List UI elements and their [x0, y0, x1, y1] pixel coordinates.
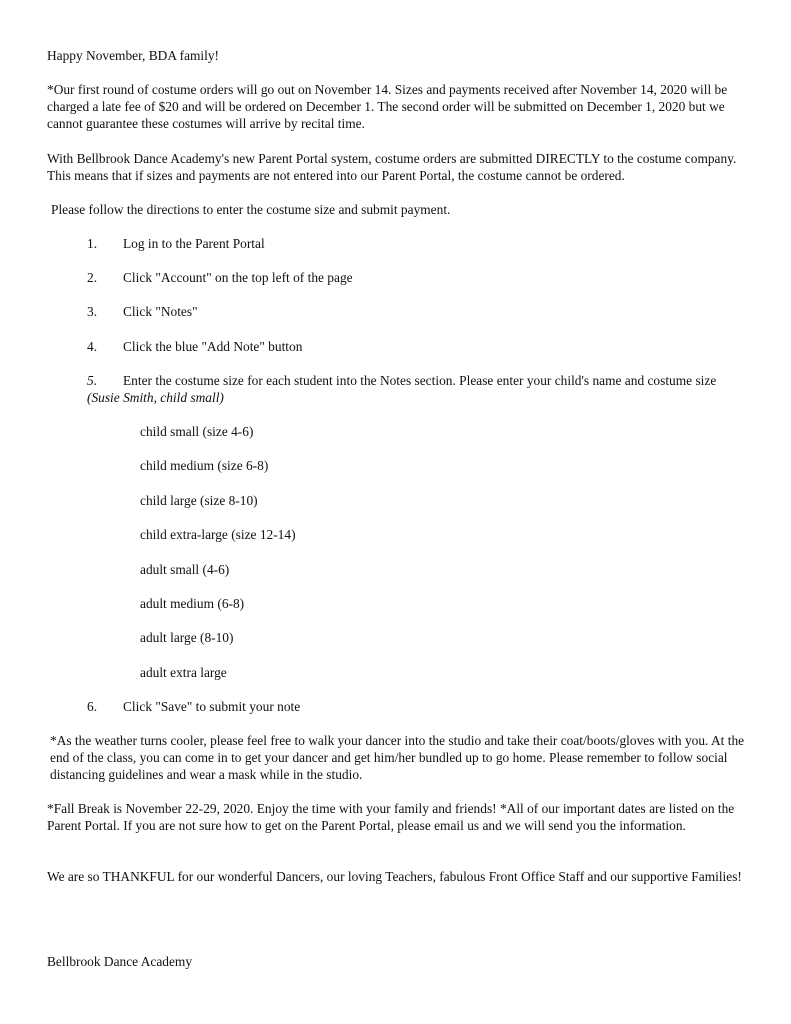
step-example: (Susie Smith, child small)	[87, 390, 224, 405]
thanks-paragraph: We are so THANKFUL for our wonderful Dancers, our loving Teachers, fabulous Front Office Staff and our supportive Families!	[47, 869, 742, 884]
directions-intro: Please follow the directions to enter the costume size and submit payment.	[51, 202, 451, 217]
parent-portal-paragraph: With Bellbrook Dance Academy's new Parent Portal system, costume orders are submitted DIRECTLY to the costume company. This means that if sizes and payments are not entered into our Parent Portal, the costume cannot be ordered.	[47, 151, 737, 183]
step-number: 6.	[87, 699, 98, 714]
step-text: Click "Account" on the top left of the page	[123, 270, 353, 285]
step-number: 1.	[87, 236, 98, 251]
greeting: Happy November, BDA family!	[47, 48, 220, 63]
step-1	[87, 235, 737, 252]
signature: Bellbrook Dance Academy	[47, 954, 193, 969]
size-option: child large (size 8-10)	[140, 493, 258, 508]
step-text: Click the blue "Add Note" button	[123, 339, 303, 354]
size-option: child medium (size 6-8)	[140, 458, 269, 473]
step-4	[87, 338, 737, 355]
size-option: adult extra large	[140, 665, 227, 680]
step-number: 5.	[87, 373, 98, 388]
size-option: adult medium (6-8)	[140, 596, 245, 611]
step-2	[87, 269, 737, 286]
step-6	[87, 698, 737, 715]
step-3	[87, 303, 737, 320]
costume-deadline-paragraph: *Our first round of costume orders will go out on November 14. Sizes and payments received after November 14, 2020 will be charged a late fee of $20 and will be ordered on December 1. The second order will be submitted on December 1, 2020 but we cannot guarantee these costumes will arrive by recital time.	[47, 82, 728, 131]
step-number: 3.	[87, 304, 98, 319]
step-number: 2.	[87, 270, 98, 285]
weather-paragraph: *As the weather turns cooler, please feel free to walk your dancer into the studio and take their coat/boots/gloves with you. At the end of the class, you can come in to get your dancer and get him/her bundled up to go home. Please remember to follow social distancing guidelines and wear a mask while in the studio.	[50, 733, 745, 782]
step-text: Enter the costume size for each student into the Notes section. Please enter your child's name and costume size	[123, 373, 717, 388]
size-option: adult large (8-10)	[140, 630, 234, 645]
size-option: child extra-large (size 12-14)	[140, 527, 296, 542]
step-number: 4.	[87, 339, 98, 354]
size-option: child small (size 4-6)	[140, 424, 254, 439]
step-text: Click "Notes"	[123, 304, 198, 319]
step-text: Click "Save" to submit your note	[123, 699, 301, 714]
step-text: Log in to the Parent Portal	[123, 236, 265, 251]
fall-break-paragraph: *Fall Break is November 22-29, 2020. Enjoy the time with your family and friends! *All of our important dates are listed on the Parent Portal. If you are not sure how to get on the Parent Portal, please email us and we will send you the information.	[47, 801, 735, 833]
step-5	[87, 372, 737, 406]
size-option: adult small (4-6)	[140, 562, 230, 577]
